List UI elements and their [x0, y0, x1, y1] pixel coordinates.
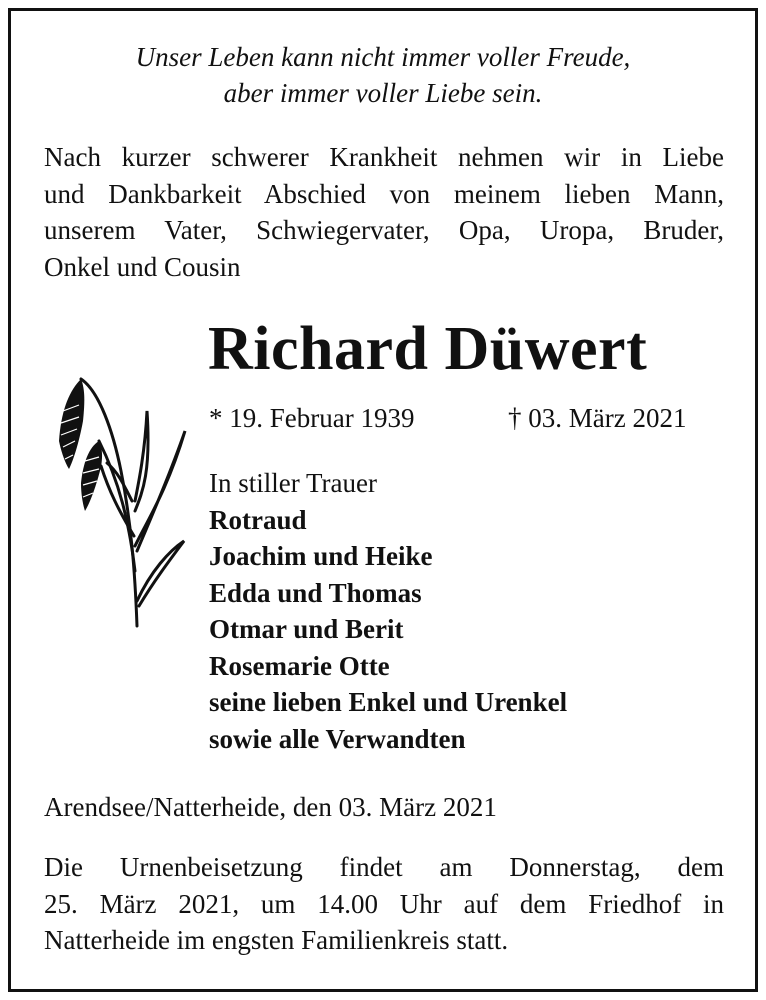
mourner-name: Otmar und Berit [209, 614, 404, 644]
intro-line: und Dankbarkeit Abschied von meinem lieben Mann, [44, 178, 724, 209]
intro-line: Nach kurzer schwerer Krankheit nehmen wir in Liebe [44, 142, 724, 172]
mourners-block [209, 465, 567, 757]
mourner-name: seine lieben Enkel und Urenkel [209, 687, 568, 717]
mourner-name: sowie alle Verwandten [209, 723, 466, 754]
birth-date: * 19. Februar 1939 [209, 403, 415, 433]
funeral-line: Die Urnenbeisetzung findet am Donnerstag, dem [44, 852, 724, 882]
intro-line: Onkel und Cousin [44, 251, 241, 282]
funeral-text [44, 849, 724, 959]
mourner-name: Rosemarie Otte [209, 650, 390, 681]
obituary-notice [8, 8, 758, 992]
intro-line: unserem Vater, Schwiegervater, Opa, Uropa, Bruder, [44, 215, 724, 245]
mourner-name: Rotraud [209, 504, 307, 535]
death-date: † 03. März 2021 [508, 403, 687, 433]
intro-text [44, 139, 724, 285]
place-date: Arendsee/Natterheide, den 03. März 2021 [44, 792, 497, 822]
motto-line-1: Unser Leben kann nicht immer voller Freude, [135, 42, 631, 72]
deceased-name: Richard Düwert [208, 315, 648, 383]
mourning-heading: In stiller Trauer [209, 468, 377, 498]
motto-line-2: aber immer voller Liebe sein. [223, 78, 543, 108]
mourner-name: Joachim und Heike [209, 541, 433, 571]
wheat-icon [39, 371, 189, 631]
funeral-line: Natterheide im engsten Familienkreis statt. [44, 925, 509, 955]
funeral-line: 25. März 2021, um 14.00 Uhr auf dem Friedhof in [44, 888, 724, 919]
mourner-name: Edda und Thomas [209, 577, 422, 608]
